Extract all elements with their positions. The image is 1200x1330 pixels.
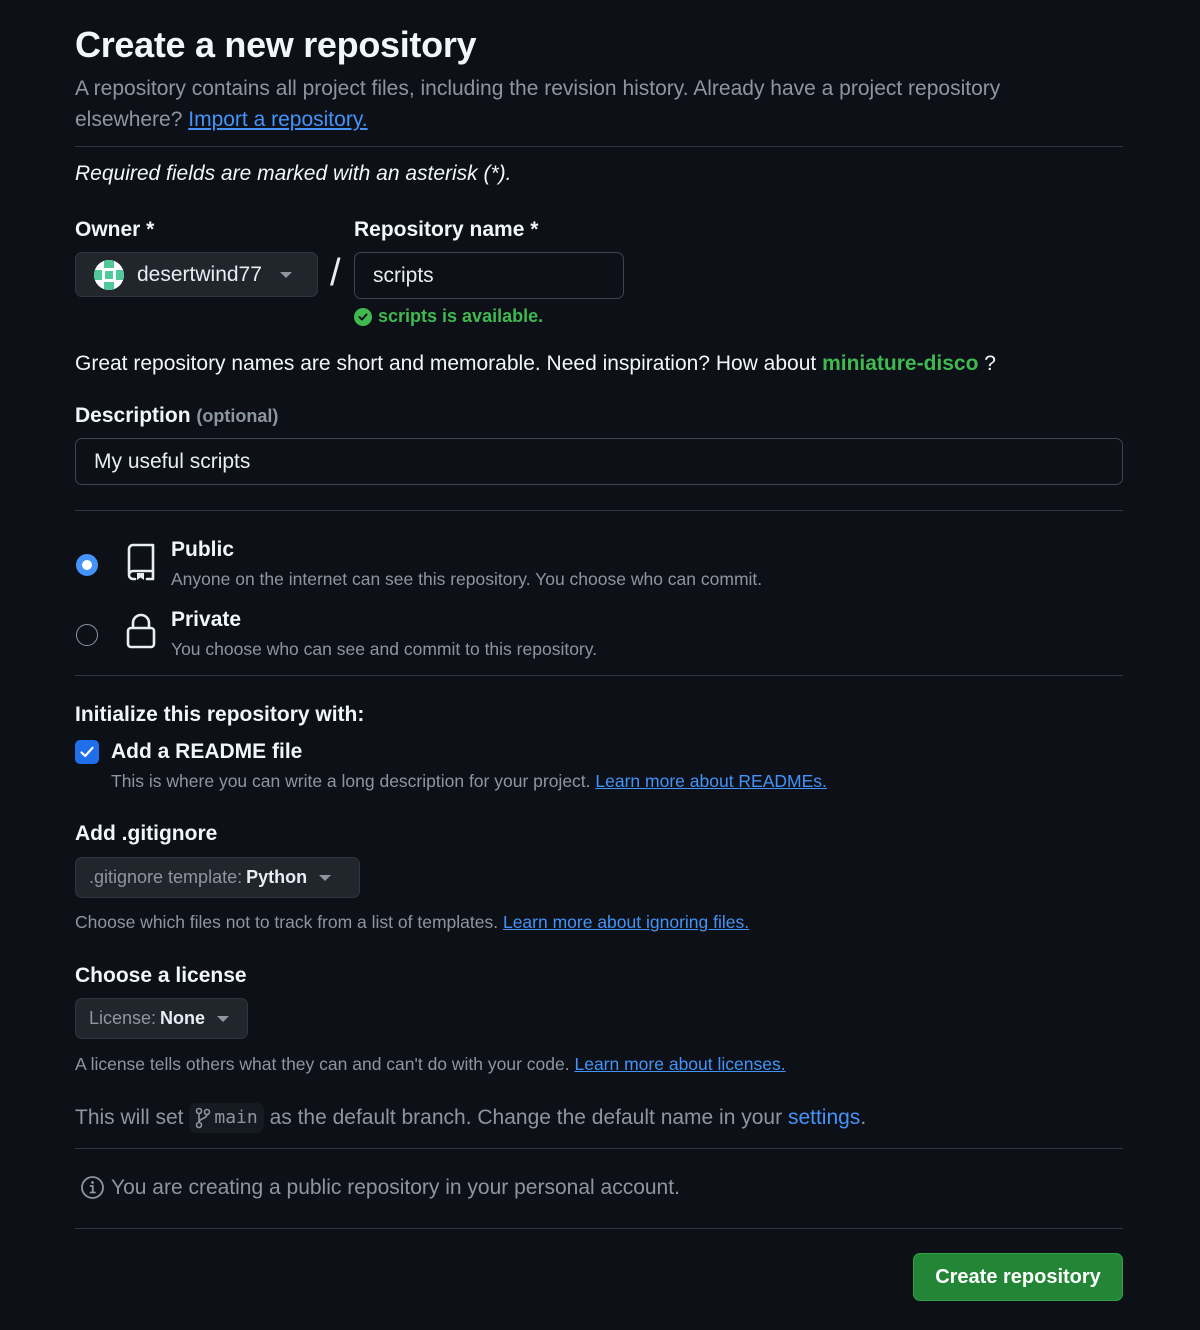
- divider: [75, 1148, 1123, 1149]
- license-select-value: None: [160, 1008, 206, 1028]
- branch-name-pill: [189, 1103, 263, 1133]
- lock-icon: [125, 612, 157, 655]
- license-select-key: License:: [89, 1008, 157, 1028]
- chevron-down-icon: [319, 875, 331, 881]
- owner-label: Owner *: [75, 218, 155, 241]
- branch-name: main: [214, 1107, 258, 1129]
- gitignore-description: [75, 912, 749, 933]
- gitignore-select-key: .gitignore template:: [89, 867, 243, 887]
- availability-text: scripts is available.: [378, 306, 544, 326]
- branch-prefix: This will set: [75, 1106, 184, 1129]
- readme-label[interactable]: Add a README file: [111, 740, 303, 763]
- git-branch-icon: [195, 1107, 211, 1129]
- repo-icon: [125, 543, 157, 586]
- page-subtitle: [75, 73, 1075, 135]
- readme-checkbox[interactable]: [75, 740, 99, 764]
- readme-desc-text: This is where you can write a long description for your project.: [111, 771, 591, 791]
- owner-select[interactable]: [75, 252, 318, 297]
- suggestion-suffix: ?: [984, 352, 996, 375]
- readme-learn-more-link[interactable]: Learn more about READMEs.: [595, 771, 827, 791]
- public-title: Public: [171, 538, 235, 561]
- public-description: Anyone on the internet can see this repository. You choose who can commit.: [171, 569, 763, 589]
- private-description: You choose who can see and commit to this repository.: [171, 639, 598, 659]
- info-icon: [80, 1175, 105, 1200]
- description-label-text: Description: [75, 404, 191, 427]
- repo-name-input[interactable]: [354, 252, 624, 299]
- optional-marker: (optional): [196, 406, 279, 426]
- suggestion-text: Great repository names are short and memorable. Need inspiration? How about: [75, 352, 817, 375]
- initialize-heading: Initialize this repository with:: [75, 703, 365, 726]
- import-repository-link[interactable]: Import a repository.: [188, 108, 368, 131]
- create-repository-button[interactable]: Create repository: [913, 1253, 1123, 1301]
- description-input[interactable]: [75, 438, 1123, 485]
- license-learn-more-link[interactable]: Learn more about licenses.: [574, 1054, 786, 1074]
- license-desc-text: A license tells others what they can and can't do with your code.: [75, 1054, 570, 1074]
- gitignore-select-value: Python: [246, 867, 308, 887]
- chevron-down-icon: [217, 1016, 229, 1022]
- owner-repo-separator: /: [330, 252, 341, 294]
- divider: [75, 675, 1123, 676]
- default-branch-note: [75, 1101, 866, 1135]
- license-description: [75, 1054, 786, 1075]
- gitignore-learn-more-link[interactable]: Learn more about ignoring files.: [502, 912, 750, 932]
- description-label: [75, 404, 278, 428]
- checkmark-icon: [79, 744, 95, 760]
- divider: [75, 1228, 1123, 1229]
- branch-suffix: .: [860, 1106, 867, 1129]
- branch-middle: as the default branch. Change the default name in your: [269, 1106, 783, 1129]
- readme-description: [111, 771, 827, 792]
- chevron-down-icon: [280, 272, 292, 278]
- private-title: Private: [171, 608, 242, 631]
- license-select[interactable]: [75, 998, 248, 1039]
- repo-name-label: Repository name *: [354, 218, 539, 241]
- divider: [75, 510, 1123, 511]
- gitignore-label: Add .gitignore: [75, 822, 218, 845]
- license-label: Choose a license: [75, 964, 247, 987]
- name-suggestion: [75, 352, 996, 376]
- suggested-name-link[interactable]: miniature-disco: [822, 352, 979, 375]
- account-info: [80, 1175, 680, 1200]
- page-title: Create a new repository: [75, 24, 477, 65]
- required-fields-note: Required fields are marked with an asterisk (*).: [75, 162, 512, 185]
- public-radio[interactable]: [76, 554, 98, 576]
- subtitle-text: A repository contains all project files, including the revision history. Already have a project repository elsewhere?: [75, 77, 1001, 131]
- gitignore-desc-text: Choose which files not to track from a list of templates.: [75, 912, 499, 932]
- settings-link[interactable]: settings: [787, 1106, 861, 1129]
- gitignore-template-select[interactable]: [75, 857, 360, 898]
- check-circle-icon: [354, 308, 372, 326]
- account-info-text: You are creating a public repository in your personal account.: [111, 1175, 680, 1199]
- avatar: [94, 260, 124, 290]
- private-radio[interactable]: [76, 624, 98, 646]
- owner-name: desertwind77: [137, 262, 262, 286]
- repo-name-status: [354, 306, 543, 327]
- divider: [75, 146, 1123, 147]
